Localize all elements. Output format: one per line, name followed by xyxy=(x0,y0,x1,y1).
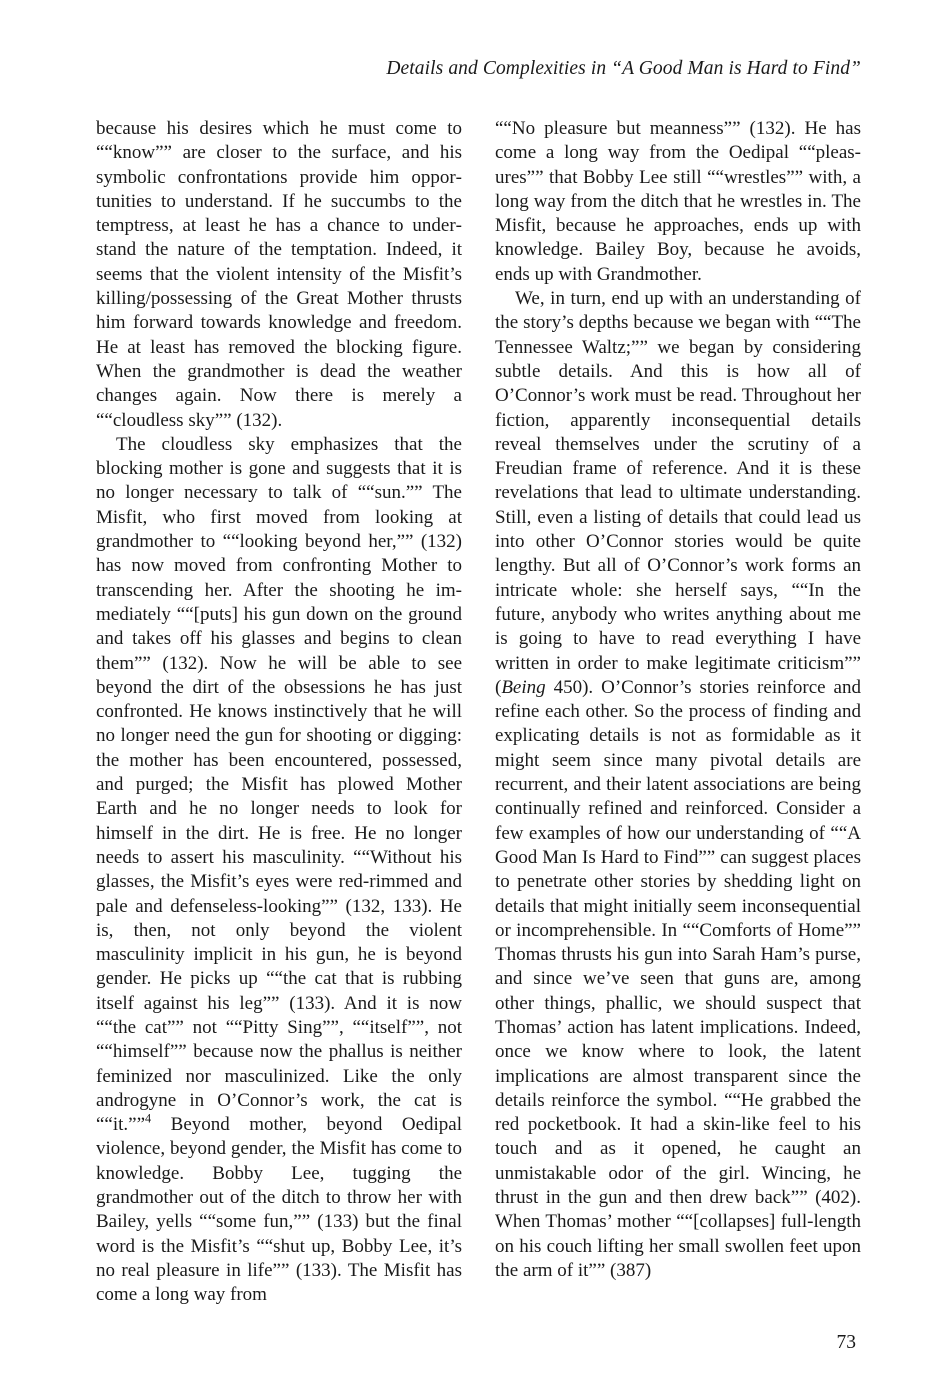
page-number: 73 xyxy=(836,1332,856,1353)
right-column xyxy=(495,117,861,1283)
paragraph-text: Beyond mother, beyond Oedipal violence, beyond gender, the Misfit has come to knowledge. Bobby Lee, tugging the grandmother out of the ditch to throw her with Bailey, yells ““some fun,”” (133) but the final word is the Misfit’s ““shut up, Bobby Lee, it’s no real pleasure in life”” (133). The Misfit has come a long way from xyxy=(96,1114,462,1306)
running-head: Details and Complexities in “A Good Man is Hard to Find” xyxy=(386,58,861,79)
paragraph-text: The cloudless sky emphasizes that the blocking mother is gone and suggests that it is no longer necessary to talk of ““sun.”” The Misfit, who first moved from looking at grandmother to ““looking beyond her,”” (132) has now moved from confronting Mother to transcending her. After the shooting he immediately ““[puts] his gun down on the ground and takes off his glasses and begins to clean them”” (132). Now he will be able to see beyond the dirt of the obsessions he has just confronted. He knows instinctively that he will no longer need the gun for shooting or digging: the mother has been encountered, possessed, and purged; the Misfit has plowed Mother Earth and he no longer needs to look for himself in the dirt. He is free. He no longer needs to assert his masculinity. ““Without his glasses, the Misfit’s eyes were red-rimmed and pale and defenseless-looking”” (132, 133). He is, then, not only beyond the violent masculinity implicit in his gun, he is beyond gender. He picks up ““the cat that is rubbing itself against his leg”” (133). And it is now ““the cat”” not ““Pitty Sing””, ““itself””, not ““himself”” because now the phallus is neither feminized nor masculinized. Like the only androgyne in O’Connor’s work, the cat is ““it.”” xyxy=(96,433,462,1136)
paragraph-text: We, in turn, end up with an understanding of the story’s depths because we began with ““The Tennessee Waltz;”” we began by considering subtle details. And this is how all of O’Connor’s work must be read. Throughout her fiction, apparently inconsequential details reveal themselves under the scrutiny of a Freudian frame of reference. And it is these revelations that lead to ultimate understanding. Still, even a listing of details that could lead us into other O’Connor stories would be quite lengthy. But all of O’Connor’s work forms an intricate whole: she herself says, ““In the future, anybody who writes anything about me is going to have to read everything I have written in order to make legitimate criticism”” ( xyxy=(495,288,861,698)
paragraph xyxy=(495,287,861,1283)
citation-title: Being xyxy=(501,676,546,698)
footnote-reference: 4 xyxy=(145,1111,152,1126)
paragraph: ““No pleasure but meanness”” (132). He has come a long way from the Oedipal ““pleasures”” that Bobby Lee still ““wrestles”” with, a long way from the ditch that he wrestles in. The Misfit, because he approaches, ends up with knowledge. Bailey Boy, because he avoids, ends up with Grandmother. xyxy=(495,118,861,285)
left-column xyxy=(96,117,462,1308)
paragraph: because his desires which he must come to ““know”” are closer to the surface, and his symbolic confrontations provide him opportunities to understand. If he succumbs to the temptress, at least he has a chance to understand the nature of the temptation. Indeed, it seems that the violent intensity of the Misfit’s killing/possessing of the Great Mother thrusts him forward towards knowledge and freedom. He at least has removed the blocking figure. When the grandmother is dead the weather changes again. Now there is merely a ““cloudless sky”” (132). xyxy=(96,118,462,431)
paragraph-text: 450). O’Connor’s stories reinforce and refine each other. So the process of finding and explicating details is not as formidable as it might seem since many pivotal details are recurrent, and their latent associations are being continually refined and reinforced. Consider a few examples of how our understanding of ““A Good Man Is Hard to Find”” can suggest places to penetrate other stories by shedding light on details that might initially seem inconsequential or incomprehensible. In ““Comforts of Home”” Thomas thrusts his gun into Sarah Ham’s purse, and since we’ve seen that guns are, among other things, phallic, we should suspect that Thomas’ action has latent implications. Indeed, once we know where to look, the latent implications are almost transparent since the details reinforce the symbol. ““He grabbed the red pocketbook. It had a skin-like feel to his touch and as it opened, he caught an unmistakable odor of the girl. Wincing, he thrust in the gun and then drew back”” (402). When Thomas’ mother ““[collapses] full-length on his couch lifting her small swollen feet upon the arm of it”” (387) xyxy=(495,676,861,1281)
paragraph xyxy=(96,433,462,1308)
